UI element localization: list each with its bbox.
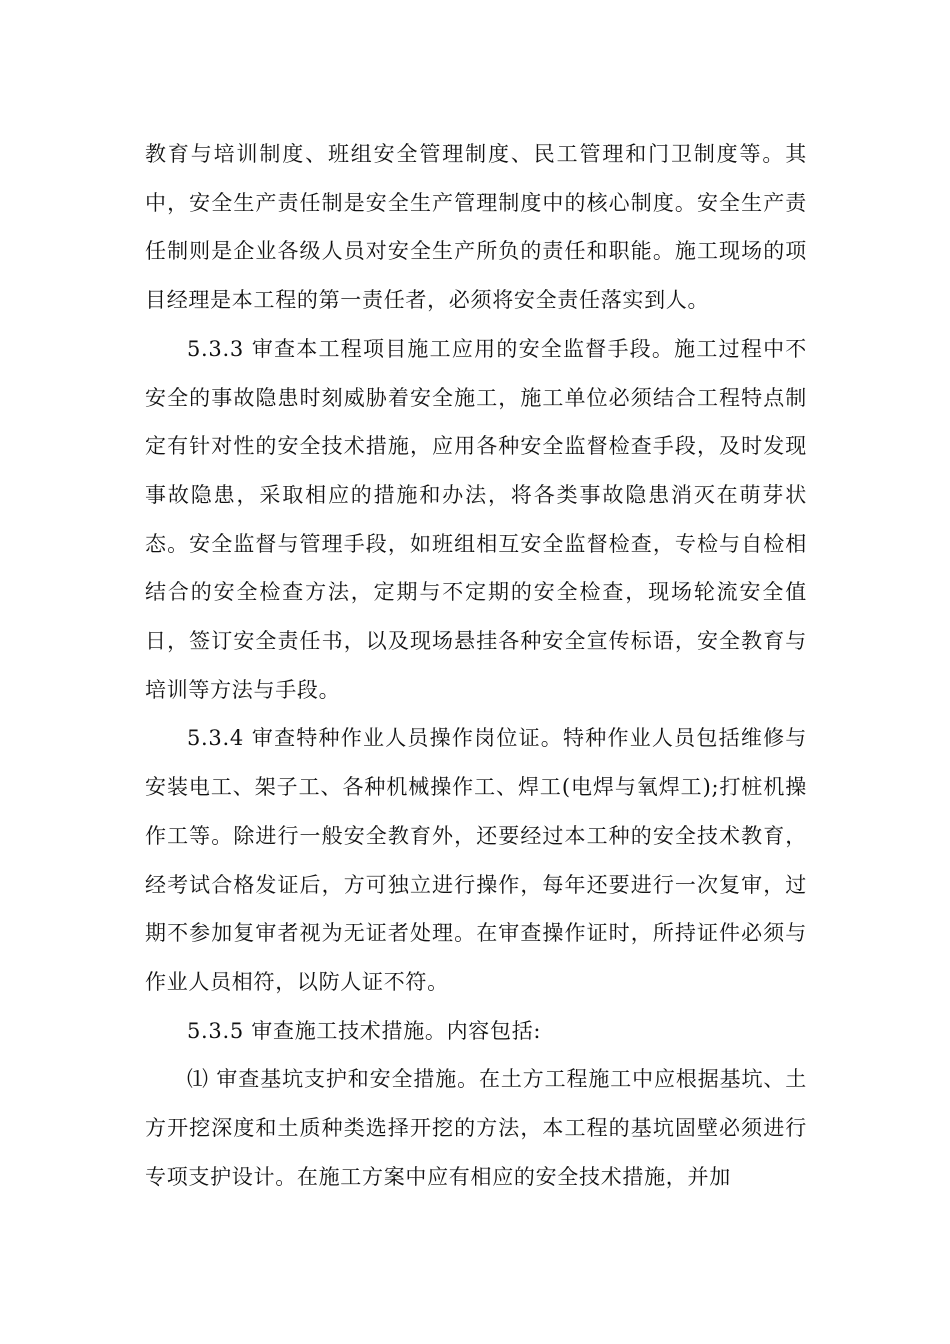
- paragraph-continuation: 教育与培训制度、班组安全管理制度、民工管理和门卫制度等。其中，安全生产责任制是安全生产管理制度中的核心制度。安全生产责任制则是企业各级人员对安全生产所负的责任和职能。施工现场的项目经理是本工程的第一责任者，必须将安全责任落实到人。: [145, 142, 807, 313]
- paragraph-5-3-4: 5.3.4 审查特种作业人员操作岗位证。特种作业人员包括维修与安装电工、架子工、各种机械操作工、焊工(电焊与氧焊工);打桩机操作工等。除进行一般安全教育外，还要经过本工种的安全技术教育，经考试合格发证后，方可独立进行操作，每年还要进行一次复审，过期不参加复审者视为无证者处理。在审查操作证时，所持证件必须与作业人员相符，以防人证不符。: [145, 726, 807, 994]
- paragraph-item-1: ⑴ 审查基坑支护和安全措施。在土方工程施工中应根据基坑、土方开挖深度和土质种类选择开挖的方法，本工程的基坑固壁必须进行专项支护设计。在施工方案中应有相应的安全技术措施，并加: [145, 1067, 807, 1189]
- paragraph-5-3-5: 5.3.5 审查施工技术措施。内容包括:: [187, 1018, 542, 1043]
- document-body: [145, 130, 807, 1201]
- paragraph-5-3-3: 5.3.3 审查本工程项目施工应用的安全监督手段。施工过程中不安全的事故隐患时刻威胁着安全施工，施工单位必须结合工程特点制定有针对性的安全技术措施，应用各种安全监督检查手段，及时发现事故隐患，采取相应的措施和办法，将各类事故隐患消灭在萌芽状态。安全监督与管理手段，如班组相互安全监督检查，专检与自检相结合的安全检查方法，定期与不定期的安全检查，现场轮流安全值日，签订安全责任书，以及现场悬挂各种安全宣传标语，安全教育与培训等方法与手段。: [145, 336, 807, 702]
